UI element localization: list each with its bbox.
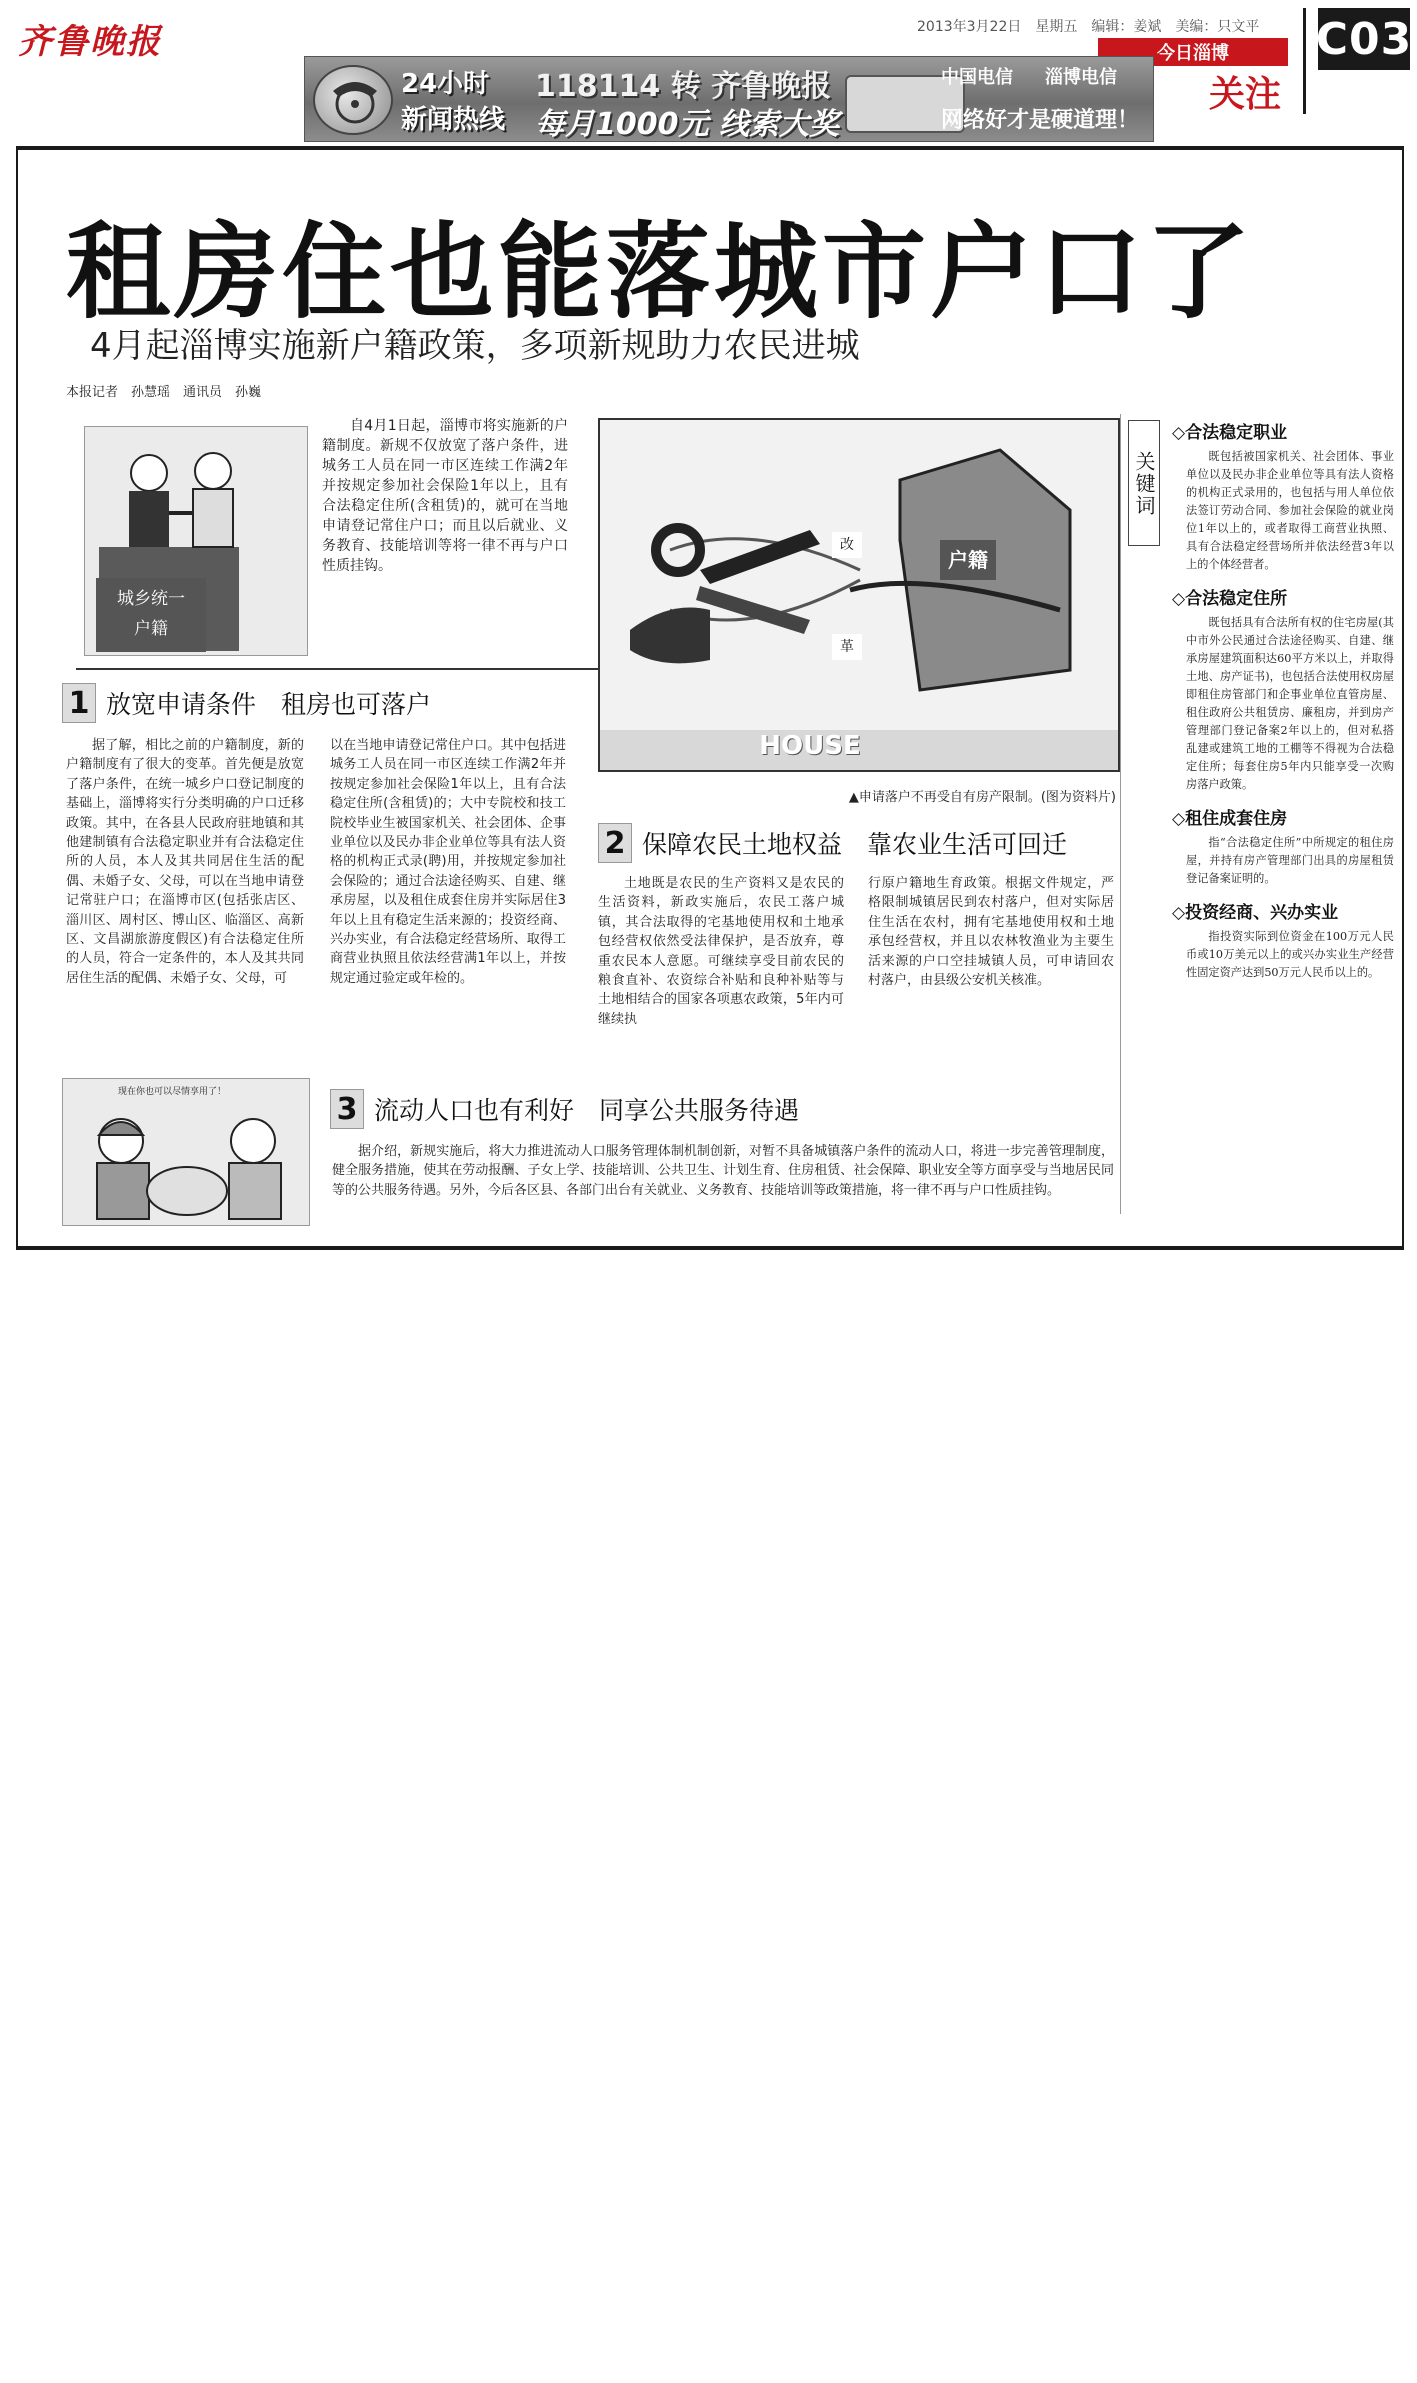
photo-label-reform-1: 改 [832,532,862,558]
section-2-title: 保障农民土地权益 靠农业生活可回迁 [642,830,1068,859]
ad-brand-zibo-telecom: 淄博电信 [1045,67,1117,88]
issue-weekday: 星期五 [1035,19,1078,35]
section-1-number: 1 [62,683,96,723]
photo-label-reform-2: 革 [832,634,862,660]
sidebar-item-body: 既包括具有合法所有权的住宅房屋(其中市外公民通过合法途径购买、自建、继承房屋建筑面积达60平方米以上，并取得土地、房产证书)，也包括合法使用权房屋即租住房管部门和企事业单位直管房屋、租住政府公共租赁房、廉租房，并到房产管理部门登记备案2年以上的，但对私搭乱建或建筑工地的工棚等不得视为合法稳定住所；每套住房5年内只能享受一次购房落户政策。 [1186,616,1394,791]
section-3-body: 据介绍，新规实施后，将大力推进流动人口服务管理体制机制创新，对暂不具备城镇落户条件的流动人口，将进一步完善管理制度，健全服务措施，使其在劳动报酬、子女上学、技能培训、公共卫生、计划生育、住房租赁、社会保障、职业安全等方面享受与当地居民同等的公共服务待遇。另外，今后各区县、各部门出台有关就业、义务教育、技能培训等政策措施，将一律不再与户口性质挂钩。 [332,1144,1114,1198]
article-byline: 本报记者 孙慧瑶 通讯员 孙巍 [66,385,262,400]
sidebar-item-title: ◇合法稳定职业 [1172,423,1288,443]
keyword-box-label: 关键词 [1132,451,1156,517]
editor-credit: 编辑：姜斌 [1091,19,1162,35]
ad-brand-china-telecom: 中国电信 [941,67,1013,88]
article-lead: 自4月1日起，淄博市将实施新的户籍制度。新规不仅放宽了落户条件，进城务工人员在同一市区连续工作满2年并按规定参加社会保险1年以上，且有合法稳定住所(含租赁)的，就可在当地申请登记常住户口；而且以后就业、义务教育、技能培训等将一律不再与户口性质挂钩。 [322,418,568,574]
sidebar-divider [1120,414,1121,1214]
section-1-title: 放宽申请条件 租房也可落户 [106,690,432,719]
photo-caption: ▲申请落户不再受自有房产限制。(图为资料片) [848,790,1116,805]
photo-house-tag: 户籍 [948,548,988,572]
ad-promo-bottom: 每月1000元 线索大奖 [535,107,839,142]
ad-slogan: 网络好才是硬道理！ [941,108,1140,133]
sidebar-item [1172,418,1394,574]
section-1-column-b: 以在当地申请登记常住户口。其中包括进城务工人员在同一市区连续工作满2年并按规定参加社会保险1年以上，且有合法稳定住所(含租赁)的；大中专院校和技工院校毕业生被国家机关、社会团体、企事业单位以及民办非企业单位等具有法人资格的机构正式录(聘)用，并按规定参加社会保险的；通过合法途径购买、自建、继承房屋，以及租住成套住房并实际居住3年以上且有稳定生活来源的；投资经商、兴办实业，有合法稳定经营场所、取得工商营业执照且依法经营满1年以上，并按规定通过验定或年检的。 [330,738,566,986]
sidebar-item-body: 指投资实际到位资金在100万元人民币或10万美元以上的或兴办实业生产经营性固定资产达到50万元人民币以上的。 [1186,930,1394,979]
section-name: 关注 [1208,73,1281,115]
illustration-label [96,578,206,652]
cartoon-caption: 现在你也可以尽情享用了！ [118,1087,227,1097]
ad-banner [304,56,1154,142]
ad-promo-top: 118114 转 齐鲁晚报 [535,69,832,104]
section-3-heading [330,1088,1110,1130]
sidebar-item-body: 既包括被国家机关、社会团体、事业单位以及民办非企业单位等具有法人资格的机构正式录用的，也包括与用人单位依法签订劳动合同、参加社会保险的就业岗位1年以上的，或者取得工商营业执照、具有合法稳定经营场所并依法经营3年以上的个体经营者。 [1186,450,1394,571]
issue-date: 2013年3月22日 [917,19,1022,35]
section-2-number: 2 [598,823,632,863]
telephone-icon [313,65,393,135]
sidebar-item-title: ◇合法稳定住所 [1172,589,1288,609]
section-2-heading [598,822,1118,864]
issue-date-line [917,16,1297,36]
section-3-title: 流动人口也有利好 同享公共服务待遇 [374,1096,800,1125]
ad-hotline-top: 24小时 [401,69,490,99]
section-1-heading [62,682,582,724]
ad-hotline-bottom: 新闻热线 [401,105,506,135]
page-number-rule [1303,8,1306,114]
sidebar-item [1172,898,1394,982]
sidebar-item-title: ◇投资经商、兴办实业 [1172,903,1339,923]
sidebar-item [1172,584,1394,794]
photo-house-word: HOUSE [759,731,861,761]
illustration-label-line-1: 城乡统一 [117,589,185,609]
section-3-number: 3 [330,1089,364,1129]
sidebar-keywords [1172,418,1394,1248]
section-2-column-b: 行原户籍地生育政策。根据文件规定，严格限制城镇居民到农村落户，但对实际居住生活在农村，拥有宅基地使用权和土地承包经营权，并且以农林牧渔业为主要生活来源的户口空挂城镇人员，可申请回农村落户，由县级公安机关核准。 [868,876,1114,989]
section-tag: 今日淄博 [1098,38,1288,66]
newspaper-logo: 齐鲁晚报 [18,22,162,62]
sidebar-item-body: 指“合法稳定住所”中所规定的租住房屋，并持有房产管理部门出具的房屋租赁登记备案证明的。 [1186,836,1394,885]
photo-scissors-cutting-rope [598,418,1120,772]
page-number: C03 [1318,8,1410,70]
article-headline: 租房住也能落城市户口了 [66,211,1255,333]
sidebar-item [1172,804,1394,888]
sidebar-item-title: ◇租住成套住房 [1172,809,1288,829]
designer-credit: 美编：只文平 [1175,19,1260,35]
section-2-column-a: 土地既是农民的生产资料又是农民的生活资料，新政实施后，农民工落户城镇，其合法取得的宅基地使用权和土地承包经营权依然受法律保护，是否放弃，尊重农民本人意愿。可继续享受目前农民的粮食直补、农资综合补贴和良种补贴等与土地相结合的国家各项惠农政策，5年内可继续执 [598,876,844,1027]
illustration-label-line-2: 户籍 [134,619,168,639]
article-subheadline: 4月起淄博实施新户籍政策，多项新规助力农民进城 [90,326,860,366]
section-1-column-a: 据了解，相比之前的户籍制度，新的户籍制度有了很大的变革。首先便是放宽了落户条件，在统一城乡户口登记制度的基础上，淄博将实行分类明确的户口迁移政策。其中，在各县人民政府驻地镇和其他建制镇有合法稳定职业并有合法稳定住所的人员，本人及其共同居住生活的配偶、未婚子女、父母，可以在当地申请登记常驻户口；在淄博市区(包括张店区、淄川区、周村区、博山区、临淄区、高新区、文昌湖旅游度假区)有合法稳定住所的人员，符合一定条件的，本人及其共同居住生活的配偶、未婚子女、父母，可 [66,738,304,986]
